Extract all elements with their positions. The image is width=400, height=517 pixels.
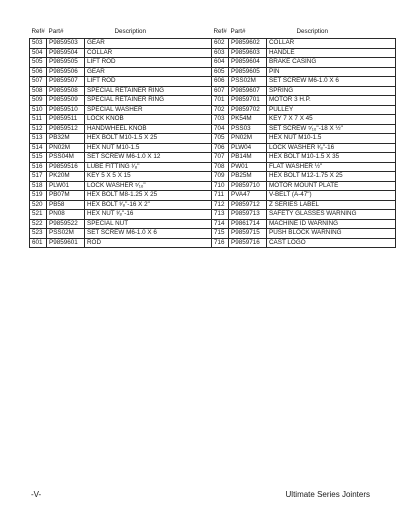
description-cell: HEX BOLT M10-1.5 X 25	[85, 134, 212, 144]
description-cell: COLLAR	[85, 48, 212, 58]
part-column-header: Part#	[48, 27, 64, 35]
description-cell: HANDLE	[267, 48, 396, 58]
table-row	[212, 143, 396, 153]
table-row	[30, 219, 212, 229]
part-number-cell: P9859507	[47, 77, 85, 87]
description-cell: HANDWHEEL KNOB	[85, 124, 212, 134]
part-number-cell: P9859702	[229, 105, 267, 115]
description-cell: PIN	[267, 67, 396, 77]
description-cell: SET SCREW ⁵⁄₁₆"-18 X ½"	[267, 124, 396, 134]
table-body	[30, 39, 212, 248]
description-cell: CAST LOGO	[267, 238, 396, 248]
description-column-header: Description	[114, 27, 146, 35]
ref-cell: 503	[30, 39, 47, 49]
ref-cell: 605	[212, 67, 229, 77]
ref-cell: 516	[30, 162, 47, 172]
part-number-cell: PLW01	[47, 181, 85, 191]
ref-column-header: Ref#	[31, 27, 45, 35]
manual-title: Ultimate Series Jointers	[285, 490, 370, 499]
ref-cell: 517	[30, 172, 47, 182]
table-row	[30, 162, 212, 172]
table-row	[30, 115, 212, 125]
table-row	[30, 134, 212, 144]
ref-cell: 606	[212, 77, 229, 87]
description-cell: HEX NUT ³⁄₈"-16	[85, 210, 212, 220]
table-row	[212, 162, 396, 172]
description-cell: SPRING	[267, 86, 396, 96]
description-cell: HEX NUT M10-1.5	[267, 134, 396, 144]
table-row	[212, 86, 396, 96]
table-row	[212, 181, 396, 191]
description-cell: SAFETY GLASSES WARNING	[267, 210, 396, 220]
ref-cell: 601	[30, 238, 47, 248]
ref-cell: 710	[212, 181, 229, 191]
description-cell: HEX BOLT ³⁄₈"-16 X 2"	[85, 200, 212, 210]
table-row	[212, 39, 396, 49]
part-number-cell: P9859508	[47, 86, 85, 96]
part-number-cell: PW01	[229, 162, 267, 172]
description-cell: SPECIAL WASHER	[85, 105, 212, 115]
table-row	[212, 77, 396, 87]
table-row	[212, 219, 396, 229]
table-row	[212, 153, 396, 163]
part-number-cell: P9859506	[47, 67, 85, 77]
table-row	[30, 210, 212, 220]
ref-cell: 715	[212, 229, 229, 239]
table-row	[30, 229, 212, 239]
part-number-cell: P9859522	[47, 219, 85, 229]
table-row	[212, 210, 396, 220]
table-row	[30, 96, 212, 106]
table-row	[212, 172, 396, 182]
ref-cell: 716	[212, 238, 229, 248]
part-number-cell: PLW04	[229, 143, 267, 153]
part-number-cell: P9859607	[229, 86, 267, 96]
ref-cell: 707	[212, 153, 229, 163]
table-row	[30, 172, 212, 182]
description-cell: LOCK WASHER ³⁄₈"-16	[267, 143, 396, 153]
description-cell: HEX BOLT M10-1.5 X 35	[267, 153, 396, 163]
part-number-cell: PB07M	[47, 191, 85, 201]
description-cell: SET SCREW M6-1.0 X 12	[85, 153, 212, 163]
description-cell: KEY 7 X 7 X 45	[267, 115, 396, 125]
ref-cell: 514	[30, 143, 47, 153]
table-row	[30, 58, 212, 68]
description-cell: LOCK WASHER ⁵⁄₁₆"	[85, 181, 212, 191]
part-number-cell: P9859512	[47, 124, 85, 134]
description-cell: SET SCREW M6-1.0 X 6	[85, 229, 212, 239]
ref-cell: 604	[212, 58, 229, 68]
description-cell: LOCK KNOB	[85, 115, 212, 125]
ref-cell: 523	[30, 229, 47, 239]
ref-cell: 510	[30, 105, 47, 115]
part-number-cell: P9859710	[229, 181, 267, 191]
part-column-header: Part#	[230, 27, 246, 35]
table-row	[212, 229, 396, 239]
part-number-cell: P9861714	[229, 219, 267, 229]
ref-cell: 704	[212, 124, 229, 134]
description-cell: SPECIAL RETAINER RING	[85, 86, 212, 96]
ref-cell: 701	[212, 96, 229, 106]
description-cell: BRAKE CASING	[267, 58, 396, 68]
ref-cell: 512	[30, 124, 47, 134]
description-cell: FLAT WASHER ½"	[267, 162, 396, 172]
ref-cell: 706	[212, 143, 229, 153]
part-number-cell: P9859712	[229, 200, 267, 210]
table-row	[212, 96, 396, 106]
part-number-cell: P9859603	[229, 48, 267, 58]
table-row	[30, 77, 212, 87]
ref-cell: 603	[212, 48, 229, 58]
part-number-cell: PSS02M	[47, 229, 85, 239]
part-number-cell: PSS02M	[229, 77, 267, 87]
table-row	[212, 191, 396, 201]
part-number-cell: P9859510	[47, 105, 85, 115]
part-number-cell: PVA47	[229, 191, 267, 201]
ref-cell: 515	[30, 153, 47, 163]
table-row	[30, 67, 212, 77]
table-row	[212, 115, 396, 125]
table-row	[212, 124, 396, 134]
ref-cell: 509	[30, 96, 47, 106]
ref-cell: 713	[212, 210, 229, 220]
table-row	[212, 200, 396, 210]
part-number-cell: P9859716	[229, 238, 267, 248]
ref-cell: 714	[212, 219, 229, 229]
table-header-row	[212, 27, 396, 39]
table-row	[30, 143, 212, 153]
table-row	[212, 58, 396, 68]
part-number-cell: P9859511	[47, 115, 85, 125]
part-number-cell: PN02M	[47, 143, 85, 153]
ref-cell: 602	[212, 39, 229, 49]
part-number-cell: PB25M	[229, 172, 267, 182]
part-number-cell: P9859504	[47, 48, 85, 58]
ref-cell: 506	[30, 67, 47, 77]
part-number-cell: P9859715	[229, 229, 267, 239]
description-column-header: Description	[296, 27, 328, 35]
description-cell: SET SCREW M6-1.0 X 6	[267, 77, 396, 87]
description-cell: LIFT ROD	[85, 58, 212, 68]
ref-cell: 518	[30, 181, 47, 191]
part-number-cell: PB32M	[47, 134, 85, 144]
description-cell: COLLAR	[267, 39, 396, 49]
description-cell: GEAR	[85, 67, 212, 77]
table-row	[30, 48, 212, 58]
description-cell: MOTOR 3 H.P.	[267, 96, 396, 106]
part-number-cell: PB14M	[229, 153, 267, 163]
part-number-cell: PB58	[47, 200, 85, 210]
part-number-cell: P9859604	[229, 58, 267, 68]
ref-cell: 702	[212, 105, 229, 115]
description-cell: GEAR	[85, 39, 212, 49]
table-row	[30, 39, 212, 49]
table-row	[212, 48, 396, 58]
part-number-cell: P9859601	[47, 238, 85, 248]
table-row	[30, 181, 212, 191]
table-row	[30, 153, 212, 163]
table-row	[30, 200, 212, 210]
part-number-cell: P9859503	[47, 39, 85, 49]
description-cell: HEX BOLT M8-1.25 X 25	[85, 191, 212, 201]
parts-table-right	[211, 27, 396, 248]
ref-cell: 513	[30, 134, 47, 144]
description-cell: Z SERIES LABEL	[267, 200, 396, 210]
ref-cell: 711	[212, 191, 229, 201]
part-number-cell: P9859516	[47, 162, 85, 172]
table-row	[30, 191, 212, 201]
ref-cell: 705	[212, 134, 229, 144]
description-cell: LUBE FITTING ¹⁄₈"	[85, 162, 212, 172]
description-cell: SPECIAL NUT	[85, 219, 212, 229]
table-row	[30, 86, 212, 96]
ref-cell: 519	[30, 191, 47, 201]
table-row	[212, 105, 396, 115]
part-number-cell: P9859701	[229, 96, 267, 106]
ref-cell: 511	[30, 115, 47, 125]
ref-column-header: Ref#	[213, 27, 227, 35]
description-cell: PUSH BLOCK WARNING	[267, 229, 396, 239]
table-header-row	[30, 27, 212, 39]
part-number-cell: PN08	[47, 210, 85, 220]
table-row	[212, 238, 396, 248]
part-number-cell: PK20M	[47, 172, 85, 182]
table-row	[212, 67, 396, 77]
description-cell: MOTOR MOUNT PLATE	[267, 181, 396, 191]
part-number-cell: PSS03	[229, 124, 267, 134]
part-number-cell: P9859602	[229, 39, 267, 49]
part-number-cell: P9859509	[47, 96, 85, 106]
part-number-cell: PK54M	[229, 115, 267, 125]
description-cell: PULLEY	[267, 105, 396, 115]
ref-cell: 508	[30, 86, 47, 96]
ref-cell: 708	[212, 162, 229, 172]
ref-cell: 703	[212, 115, 229, 125]
ref-cell: 520	[30, 200, 47, 210]
part-number-cell: P9859605	[229, 67, 267, 77]
description-cell: ROD	[85, 238, 212, 248]
ref-cell: 712	[212, 200, 229, 210]
description-cell: KEY 5 X 5 X 15	[85, 172, 212, 182]
table-row	[30, 238, 212, 248]
description-cell: MACHINE ID WARNING	[267, 219, 396, 229]
part-number-cell: P9859713	[229, 210, 267, 220]
table-row	[212, 134, 396, 144]
page-number: -V-	[31, 490, 42, 499]
table-row	[30, 105, 212, 115]
ref-cell: 507	[30, 77, 47, 87]
ref-cell: 521	[30, 210, 47, 220]
part-number-cell: PN02M	[229, 134, 267, 144]
parts-table-left	[29, 27, 212, 248]
table-body	[212, 39, 396, 248]
ref-cell: 607	[212, 86, 229, 96]
ref-cell: 522	[30, 219, 47, 229]
description-cell: LIFT ROD	[85, 77, 212, 87]
part-number-cell: P9859505	[47, 58, 85, 68]
part-number-cell: PSS04M	[47, 153, 85, 163]
description-cell: SPECIAL RETAINER RING	[85, 96, 212, 106]
description-cell: HEX NUT M10-1.5	[85, 143, 212, 153]
ref-cell: 504	[30, 48, 47, 58]
table-row	[30, 124, 212, 134]
ref-cell: 505	[30, 58, 47, 68]
description-cell: V-BELT (A-47")	[267, 191, 396, 201]
ref-cell: 709	[212, 172, 229, 182]
description-cell: HEX BOLT M12-1.75 X 25	[267, 172, 396, 182]
